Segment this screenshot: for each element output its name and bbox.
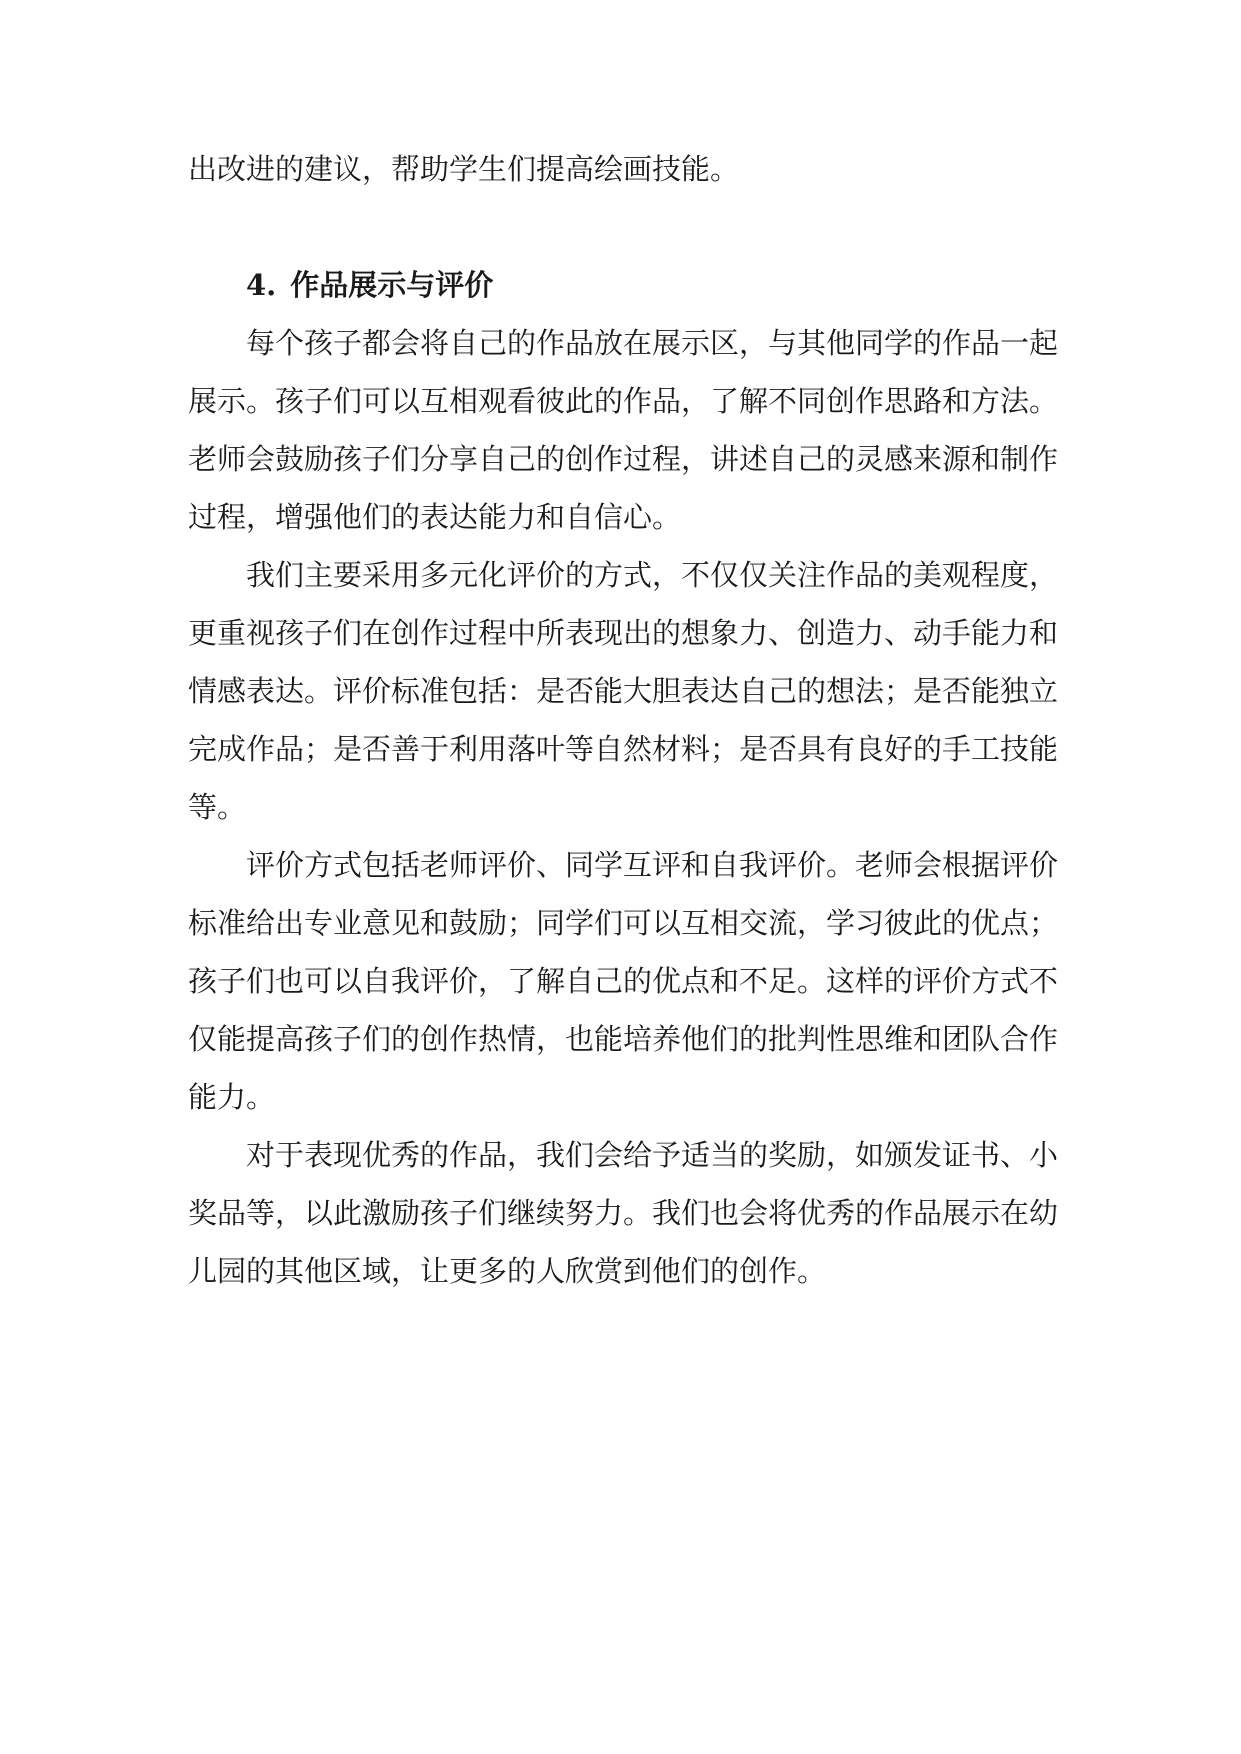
section-title: 作品展示与评价: [290, 268, 494, 302]
paragraph-rewards: 对于表现优秀的作品，我们会给予适当的奖励，如颁发证书、小奖品等，以此激励孩子们继续努力。我们也会将优秀的作品展示在幼儿园的其他区域，让更多的人欣赏到他们的创作。: [188, 1138, 1059, 1288]
section-number: 4.: [246, 268, 277, 302]
paragraph-evaluation-approach: 我们主要采用多元化评价的方式，不仅仅关注作品的美观程度，更重视孩子们在创作过程中所表现出的想象力、创造力、动手能力和情感表达。评价标准包括：是否能大胆表达自己的想法；是否能独立完成作品；是否善于利用落叶等自然材料；是否具有良好的手工技能等。: [188, 558, 1059, 824]
section-heading: [188, 256, 1058, 314]
spacer: [188, 198, 1058, 256]
document-body: [188, 140, 1058, 1300]
opening-line: 出改进的建议，帮助学生们提高绘画技能。: [188, 152, 740, 186]
paragraph-evaluation-methods: 评价方式包括老师评价、同学互评和自我评价。老师会根据评价标准给出专业意见和鼓励；同学们可以互相交流，学习彼此的优点；孩子们也可以自我评价，了解自己的优点和不足。这样的评价方式不仅能提高孩子们的创作热情，也能培养他们的批判性思维和团队合作能力。: [188, 848, 1059, 1114]
paragraph-display: 每个孩子都会将自己的作品放在展示区，与其他同学的作品一起展示。孩子们可以互相观看彼此的作品，了解不同创作思路和方法。老师会鼓励孩子们分享自己的创作过程，讲述自己的灵感来源和制作过程，增强他们的表达能力和自信心。: [188, 326, 1059, 534]
